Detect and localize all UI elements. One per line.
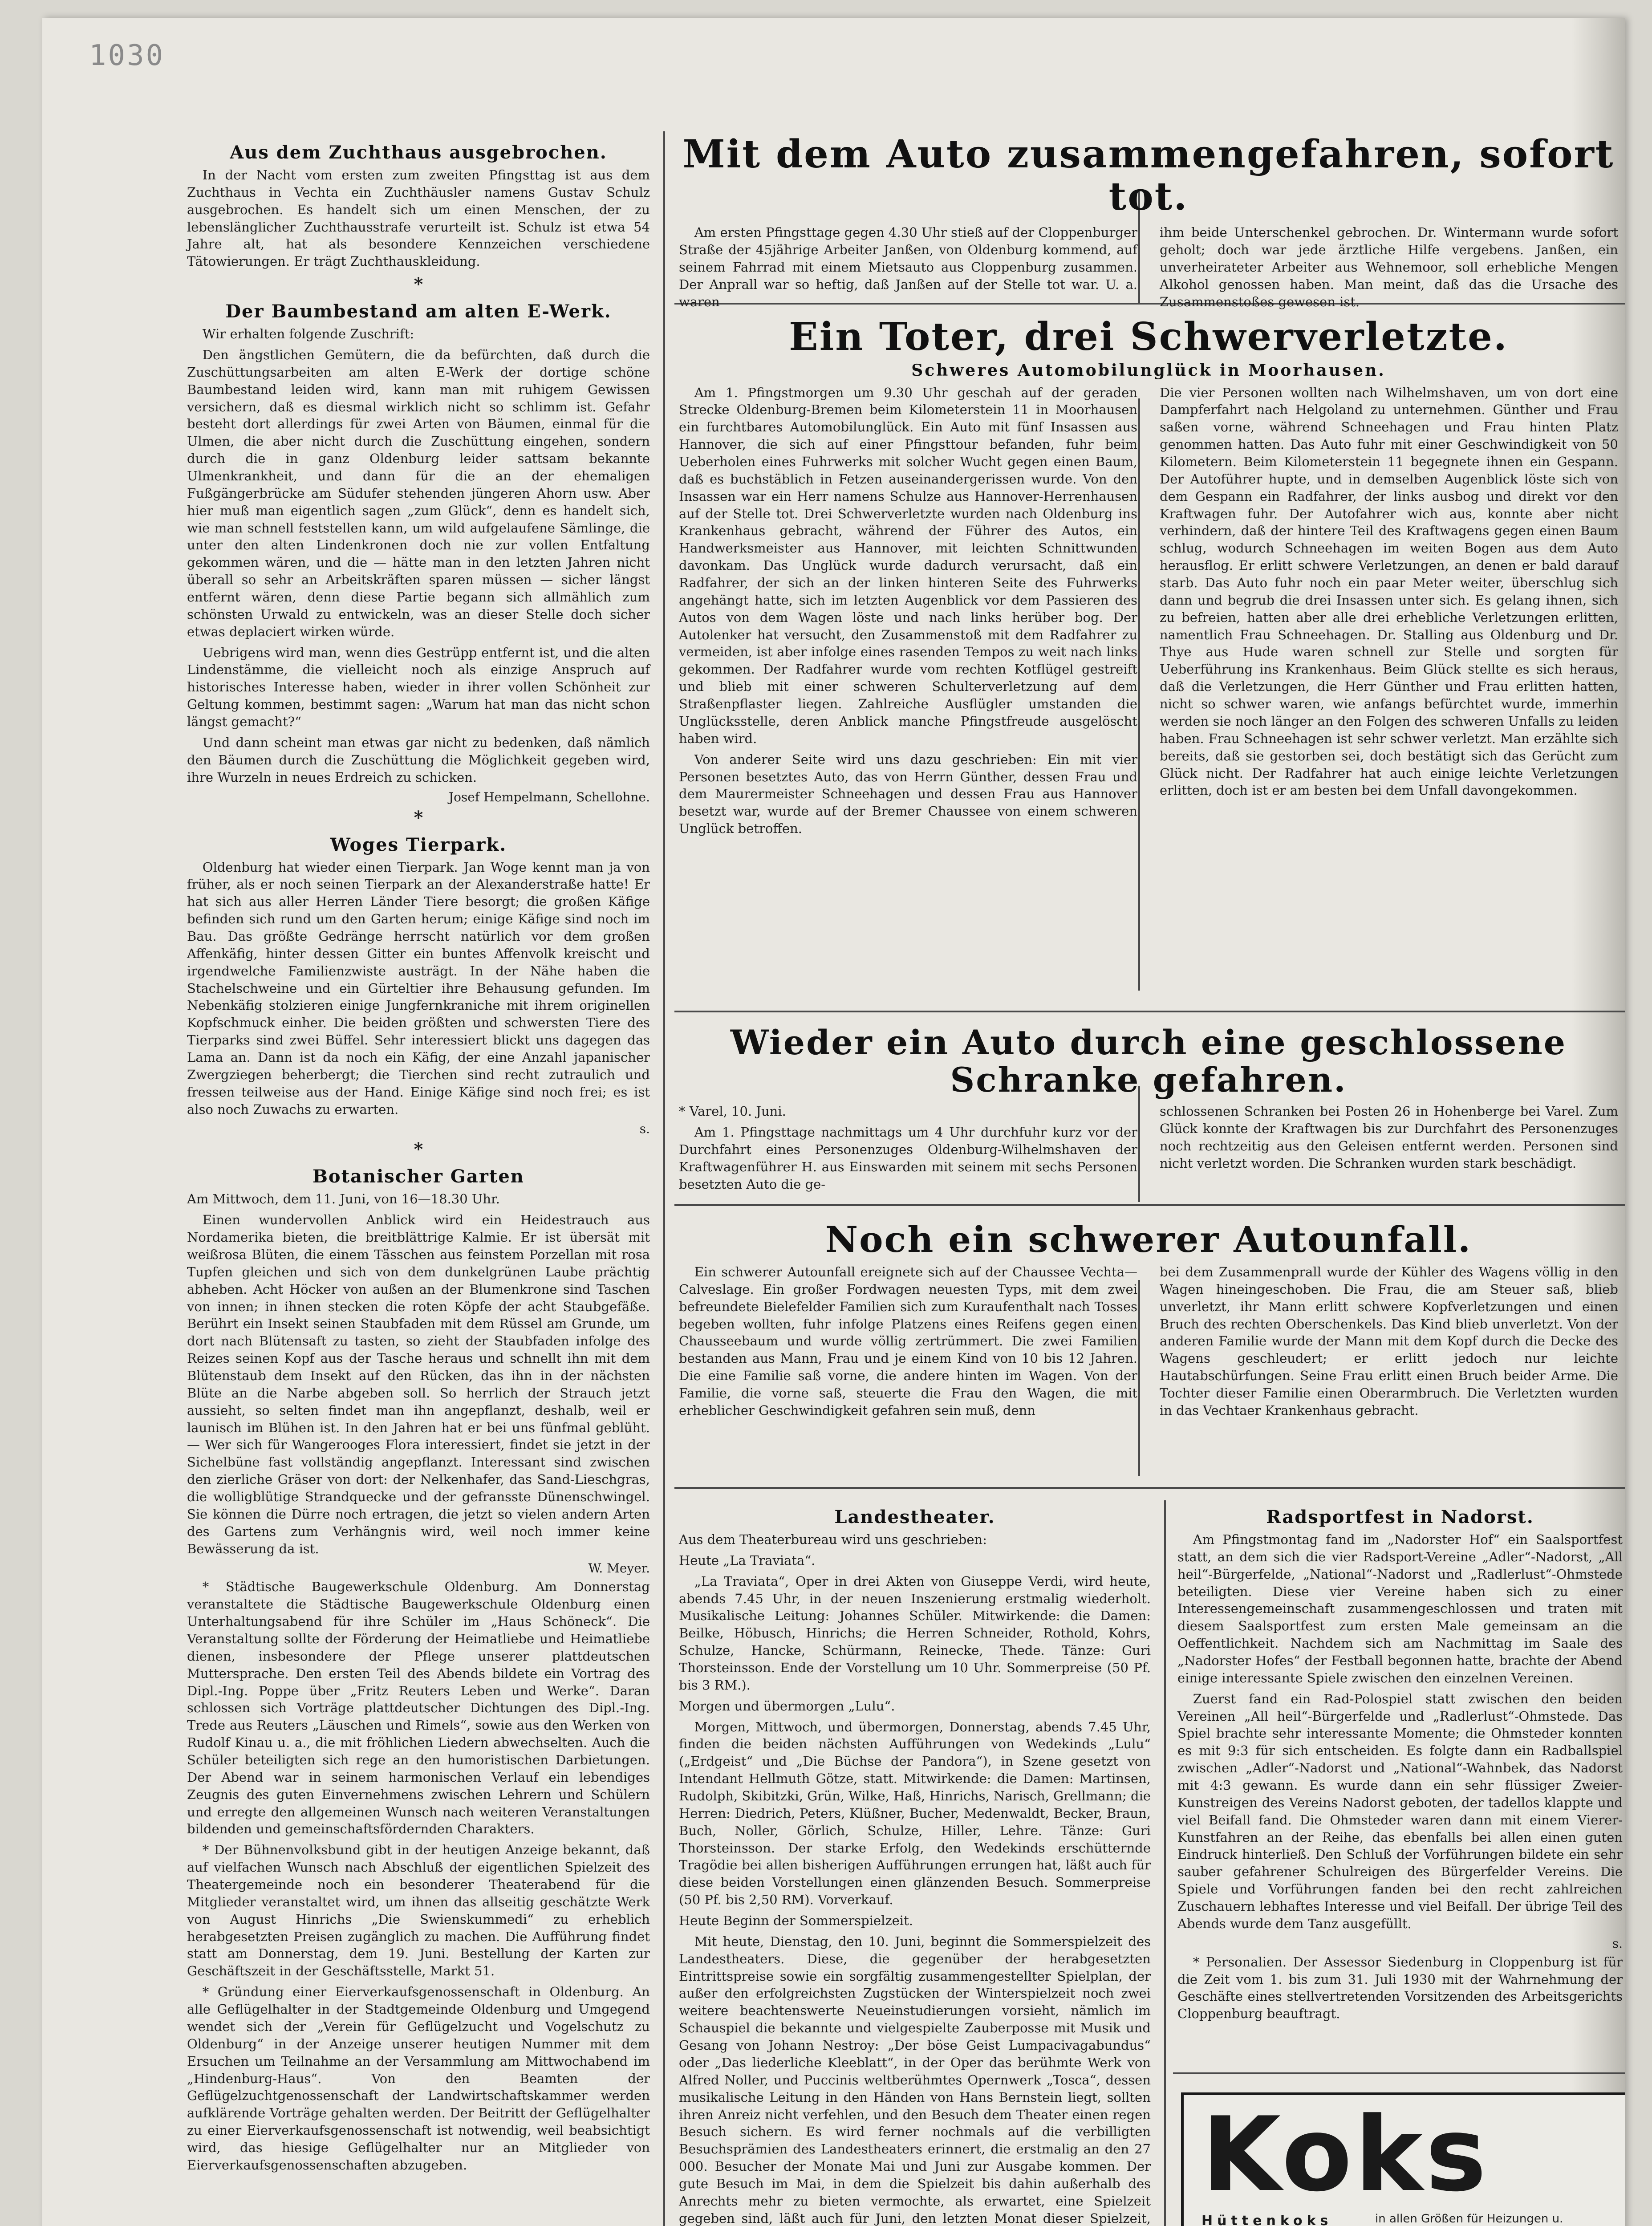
rule-after-toter	[674, 1011, 1625, 1012]
signature-s-radsport: s.	[1612, 1936, 1623, 1951]
signature-s: s.	[639, 1121, 650, 1137]
ad-huettenkoks-note: in allen Größen für Heizungen u.	[1375, 2212, 1563, 2226]
headline-baumbestand: Der Baumbestand am alten E-Werk.	[225, 301, 612, 322]
auto-tot-col2: ihm beide Unterschenkel gebrochen. Dr. Wintermann wurde sofort geholt; doch war jede ärztliche Hilfe vergebens. Janßen, ein unverheirateter Arbeiter aus Wehnemoor, soll erhebliche Mengen Alkohol genossen haben. Man meint, daß das die Ursache des Zusammenstoßes gewesen ist.	[1160, 225, 1618, 309]
rule-after-autounfall	[674, 1487, 1625, 1489]
article-zuchthaus-text: In der Nacht vom ersten zum zweiten Pfingsttag ist aus dem Zuchthaus in Vechta ein Zuchthäusler namens Gustav Schulz ausgebrochen. Es handelt sich um einen Menschen, der zu lebenslänglicher Zuchthausstrafe verurteilt ist. Schulz ist etwa 54 Jahre alt, hat als besondere Kennzeichen verschiedene Tätowierungen. Er trägt Zuchthauskleidung.	[187, 167, 650, 269]
article-tierpark-text: Oldenburg hat wieder einen Tierpark. Jan Woge kennt man ja von früher, als er noch seinen Tierpark an der Alexanderstraße hatte! Er hat sich aus aller Herren Länder Tiere besorgt; die großen Käfige befinden sich rund um den Garten herum; einige Käfige sind noch im Bau. Das größte Gedränge herrscht natürlich vor dem großen Affenkäfig, hinter dessen Gitter ein buntes Affenvolk kreischt und irgendwelche Familienzwiste austrägt. In der Nähe haben die Stachelschweine und ein Gürteltier ihre Behausung gefunden. Im Nebenkäfig stolzieren einige Jungfernkraniche mit ihrem originellen Kopfschmuck einher. Die beiden größten und schwersten Tiere des Tierparks sind zwei Büffel. Sehr interessiert blickt uns dagegen das Lama an. Dann ist da noch ein Käfig, der eine Anzahl japanischer Zwergziegen beherbergt; die Tierchen sind recht zutraulich und fressen teilweise aus der Hand. Einige Käfige sind noch frei; es ist also noch Zuwachs zu erwarten.	[187, 859, 650, 1117]
schranke-dateline: * Varel, 10. Juni.	[679, 1104, 786, 1119]
article-toter-schwerverletzte	[679, 316, 1618, 841]
toter-col1b: Von anderer Seite wird uns dazu geschrieben: Ein mit vier Personen besetztes Auto, das von Herrn Günther, dessen Frau und dem Maurermeister Schneehagen und dessen Frau aus Hannover besetzt war, wurde auf der Bremer Chaussee von einem schweren Unglück betroffen.	[679, 751, 1137, 837]
autounfall-col2: bei dem Zusammenprall wurde der Kühler des Wagens völlig in den Wagen hineingeschoben. Die Frau, die am Steuer saß, blieb unverletzt, ihr Mann erlitt schwere Kopfverletzungen und einen Bruch des rechten Oberschenkels. Das Kind blieb unverletzt. Von der anderen Familie wurde der Mann mit dem Kopf durch die Decke des Wagens geschleudert; er erlitt jedoch nur leichte Hautabschürfungen. Seine Frau erlitt einen Bruch beider Arme. Die Tochter dieser Familie einen Oberarmbruch. Die Verletzten wurden in das Vechtaer Krankenhaus gebracht.	[1160, 1264, 1618, 1418]
auto-tot-col1: Am ersten Pfingsttage gegen 4.30 Uhr stieß auf der Cloppenburger Straße der 45jährige Arbeiter Janßen, von Oldenburg kommend, auf seinem Fahrrad mit einem Mietsauto aus Cloppenburg zusammen. Der Anprall war so heftig, daß Janßen auf der Stelle tot war. U. a. waren	[679, 225, 1137, 309]
headline-toter: Ein Toter, drei Schwerverletzte.	[789, 314, 1508, 359]
article-noch-ein-autounfall	[679, 1220, 1618, 1423]
rule-after-schranke	[674, 1204, 1625, 1206]
toter-col1: Am 1. Pfingstmorgen um 9.30 Uhr geschah auf der geraden Strecke Oldenburg-Bremen beim Kilometerstein 11 in Moorhausen ein furchtbares Automobilunglück. Ein Auto mit fünf Insassen aus Hannover, die sich auf einer Pfingsttour befanden, fuhr beim Ueberholen eines Fuhrwerks mit solcher Wucht gegen einen Baum, daß es buchstäblich in Fetzen auseinandergerissen wurde. Von den Insassen war ein Herr namens Schulze aus Hannover-Herrenhausen auf der Stelle tot. Drei Schwerverletzte wurden nach Oldenburg ins Krankenhaus gebracht, während der Führer des Autos, ein Handwerksmeister aus Hannover, mit leichten Schnittwunden davonkam. Das Unglück wurde dadurch verursacht, daß ein Radfahrer, der sich an der linken hinteren Seite des Fuhrwerks angehängt hatte, sich im letzten Augenblick vor dem Passieren des Autos von dem Wagen löste und nach links herüber bog. Der Autolenker hat versucht, den Zusammenstoß mit dem Radfahrer zu vermeiden, ist aber infolge eines rasenden Tempos zu weit nach links gekommen. Der Radfahrer wurde vom rechten Kotflügel gestreift und blieb mit einer schweren Schulterverletzung auf dem Straßenpflaster liegen. Zahlreiche Ausflügler umstanden die Unglücksstelle, deren Anblick manche Pfingstfreude ausgelöscht haben wird.	[679, 385, 1137, 746]
article-garten-dateline: Am Mittwoch, dem 11. Juni, von 16—18.30 Uhr.	[187, 1191, 500, 1207]
ad-huettenkoks: Hüttenkoks	[1201, 2213, 1333, 2226]
toter-col2: Die vier Personen wollten nach Wilhelmshaven, um von dort eine Dampferfahrt nach Helgoland zu unternehmen. Günther und Frau saßen vorne, während Schneehagen und Frau hinten Platz genommen hatten. Das Auto fuhr mit einer Geschwindigkeit von 50 Kilometern. Beim Kilometerstein 11 begegnete ihnen ein Gespann. Der Autoführer hupte, und in demselben Augenblick löste sich von dem Gespann ein Radfahrer, der links ausbog und direkt vor den Kraftwagen fuhr. Der Autofahrer wich aus, konnte aber nicht verhindern, daß der hintere Teil des Kraftwagens gegen einen Baum schlug, wodurch Schneehagen im weiten Bogen aus dem Auto herausflog. Er erlitt schwere Verletzungen, an denen er bald darauf starb. Das Auto fuhr noch ein paar Meter weiter, überschlug sich dann und begrub die drei Insassen unter sich. Es gelang ihnen, sich zu befreien, hatten aber alle drei erhebliche Verletzungen erlitten, namentlich Frau Schneehagen. Dr. Stalling aus Oldenburg und Dr. Thye aus Hude waren schnell zur Stelle und sorgten für Ueberführung ins Krankenhaus. Beim Glück stellte es sich heraus, daß die Verletzungen, die Herr Günther und Frau erlitten hatten, nicht so schwer waren, wie anfangs befürchtet wurde, immerhin werden sie noch länger an den Folgen des schweren Unfalls zu leiden haben. Frau Schneehagen ist sehr schwer verletzt. Man erzählte sich bereits, daß sie gestorben sei, doch bestätigt sich das Gerücht zum Glück nicht. Der Radfahrer hat auch einige leichte Verletzungen erlitten, doch ist er am besten bei dem Unfall davongekommen.	[1160, 385, 1618, 798]
left-column	[187, 136, 650, 2226]
notice-personalien: * Personalien. Der Assessor Siedenburg in Cloppenburg ist für die Zeit vom 1. bis zum 31. Juli 1930 mit der Wahrnehmung der Geschäfte eines stellvertretenden Vorsitzenden des Arbeitsgerichts Cloppenburg beauftragt.	[1177, 1954, 1623, 2022]
column-rule-left	[663, 131, 665, 2226]
headline-botanischer-garten: Botanischer Garten	[313, 1166, 524, 1187]
headline-auto-tot: Mit dem Auto zusammengefahren, sofort tot.	[682, 132, 1615, 219]
headline-zuchthaus: Aus dem Zuchthaus ausgebrochen.	[230, 142, 607, 163]
column-rule-right-bottom	[1164, 1500, 1166, 2226]
article-radsportfest	[1177, 1500, 1623, 2026]
advertisement-koks	[1181, 2092, 1625, 2226]
radsport-p1: Am Pfingstmontag fand im „Nadorster Hof“ ein Saalsportfest statt, an dem sich die vier Radsport-Vereine „Adler“-Nadorst, „All heil“-Bürgerfelde, „National“-Nadorst und „Radlerlust“-Ohmstede beteiligten. Diese vier Vereine haben sich zu einer Interessengemeinschaft zusammengeschlossen und traten mit diesem Saalsportfest zum ersten Male gemeinsam an die Oeffentlichkeit. Nachdem sich am Nachmittag im Saale des „Nadorster Hofes“ der Festball begonnen hatte, brachte der Abend einige interessante Spiele zwischen den einzelnen Vereinen.	[1177, 1532, 1623, 1686]
headline-tierpark: Woges Tierpark.	[330, 834, 507, 855]
notice-eierverkauf: * Gründung einer Eierverkaufsgenossenschaft in Oldenburg. An alle Geflügelhalter in der Stadtgemeinde Oldenburg und Umgegend wendet sich der „Verein für Geflügelzucht und Vogelschutz zu Oldenburg“ in der Anzeige unserer heutigen Nummer mit dem Ersuchen um Teilnahme an der Versammlung am Mittwochabend im „Hindenburg-Haus“. Von den Beamten der Geflügelzuchtgenossenschaft der Landwirtschaftskammer werden aufklärende Vorträge gehalten werden. Der Beitritt der Geflügelhalter zu einer Eierverkaufsgenossenschaft ist notwendig, weil beabsichtigt wird, das hiesige Geflügelhalter nur an Mitglieder von Eierverkaufsgenossenschaften abzugeben.	[187, 1984, 650, 2173]
schranke-col2: schlossenen Schranken bei Posten 26 in Hohenberge bei Varel. Zum Glück konnte der Kraftwagen bis zur Durchfahrt des Personenzuges noch rechtzeitig aus den Geleisen entfernt werden. Personen sind nicht verletzt worden. Die Schranken wurden stark beschädigt.	[1160, 1104, 1618, 1171]
theater-heading-traviata: Heute „La Traviata“.	[679, 1552, 816, 1568]
signature-hempelmann: Josef Hempelmann, Schellohne.	[448, 789, 650, 804]
headline-radsportfest: Radsportfest in Nadorst.	[1266, 1507, 1534, 1527]
headline-autounfall: Noch ein schwerer Autounfall.	[825, 1219, 1472, 1260]
separator-star: *	[414, 1139, 423, 1160]
article-baumbestand-p2: Den ängstlichen Gemütern, die da befürchten, daß durch die Zuschüttungsarbeiten am alten E-Werk der dortige schöne Baumbestand leiden wird, kann man mit ruhigem Gewissen versichern, daß es diesmal wirklich nicht so schlimm ist. Gefahr besteht dort allerdings für zwei Arten von Bäumen, einmal für die Ulmen, die aber nicht durch die Zuschüttung eingehen, sondern durch die in ganz Oldenburg leider sattsam bekannte Ulmenkrankheit, und dann für die an der ehemaligen Fußgängerbrücke am Südufer stehenden jüngeren Ahorn usw. Aber hier muß man eigentlich sagen „zum Glück“, denn es handelt sich, wie man schnell feststellen kann, um wild aufgelaufene Sämlinge, die unter den alten Lindenkronen doch nie zur vollen Entfaltung gekommen wären, und die — hätte man in den letzten Jahren nicht überall so sehr an Arbeitskräften sparen müssen — sicher längst entfernt wären, denn diese Partie begann sich allmählich zum schönsten Urwald zu entwickeln, was an dieser Stelle doch sicher etwas deplaciert wirken würde.	[187, 347, 650, 639]
separator-star: *	[414, 274, 423, 295]
theater-sommer-text: Mit heute, Dienstag, den 10. Juni, beginnt die Sommerspielzeit des Landestheaters. Diese, die gegenüber der herabgesetzten Eintrittspreise sowie ein sorgfältig zusammengestellter Spielplan, der außer den erfolgreichsten Zugstücken der Winterspielzeit noch zwei weitere beachtenswerte Neueinstudierungen vorsieht, nämlich im Schauspiel die bekannte und vielgespielte Zauberposse mit Musik und Gesang von Johann Nestroy: „Der böse Geist Lumpacivagabundus“ oder „Das liederliche Kleeblatt“, in der Oper das berühmte Werk von Alfred Noller, und Puccinis weltberühmtes Opernwerk „Tosca“, dessen musikalische Leitung in den Händen von Hans Bernstein liegt, sollten ihren Anreiz nicht verfehlen, und den Besuch dem Theater einen regen Besuch sichern. Es wird ferner nochmals auf die verbilligten Besuchsprämien des Landestheaters erinnert, die erstmalig an den 27 000. Besucher der Monate Mai und Juni zur Ausgabe kommen. Der gute Besuch im Mai, in dem die Spielzeit bis dahin außerhalb des Anrechts mehr zu bieten vermochte, als erwartet, eine Spielzeit gegeben sind, läßt auch für Juni, den letzten Monat dieser Spielzeit,	[679, 1934, 1151, 2226]
article-auto-zusammengefahren	[679, 134, 1618, 314]
headline-schranke: Wieder ein Auto durch eine geschlossene Schranke gefahren.	[730, 1023, 1567, 1100]
article-baumbestand-intro: Wir erhalten folgende Zuschrift:	[202, 326, 414, 342]
theater-intro: Aus dem Theaterbureau wird uns geschrieben:	[679, 1532, 987, 1547]
notice-baugewerkschule: * Städtische Baugewerkschule Oldenburg. Am Donnerstag veranstaltete die Städtische Baugewerkschule Oldenburg einen Unterhaltungsabend für ihre Schüler im „Haus Schöneck“. Die Veranstaltung sollte der Förderung der Heimatliebe und Heimatliebe dienen, insbesondere der Pflege unserer plattdeutschen Muttersprache. Den ersten Teil des Abends bildete ein Vortrag des Dipl.-Ing. Poppe über „Fritz Reuters Leben und Werke“. Daran schlossen sich Vorträge plattdeutscher Dichtungen des Dipl.-Ing. Trede aus Reuters „Läuschen und Rimels“, sowie aus den Werken von Rudolf Kinau u. a., die mit fröhlichen Liedern abwechselten. Auch die Schüler beteiligten sich rege an den humoristischen Darbietungen. Der Abend war in seinem harmonischen Verlauf ein lebendiges Zeugnis des guten Einvernehmens zwischen Lehrern und Schülern und erregte den allgemeinen Wunsch nach weiteren Veranstaltungen bildenden und gemeinschaftsfördernden Charakters.	[187, 1579, 650, 1837]
autounfall-col1: Ein schwerer Autounfall ereignete sich auf der Chaussee Vechta—Calveslage. Ein großer Fordwagen neuesten Typs, mit dem zwei befreundete Bielefelder Familien sich zum Kuraufenthalt nach Tosses begeben wollten, fuhr infolge Platzens eines Reifens gegen einen Chausseebaum und wurde völlig zertrümmert. Die zwei Familien bestanden aus Mann, Frau und je einem Kind von 10 bis 12 Jahren. Die eine Familie saß vorne, die andere hinten im Wagen. Von der Familie, die vorne saß, steuerte die Frau den Wagen, die mit erheblicher Geschwindigkeit gefahren sein muß, denn	[679, 1264, 1137, 1418]
newspaper-page	[42, 18, 1625, 2226]
subhead-moorhausen: Schweres Automobilunglück in Moorhausen.	[911, 361, 1386, 380]
article-landestheater	[679, 1500, 1151, 2226]
separator-star: *	[414, 807, 423, 828]
article-baumbestand-p4: Und dann scheint man etwas gar nicht zu bedenken, daß nämlich den Bäumen durch die Zuschüttung die Möglichkeit gegeben wird, ihre Wurzeln in neues Erdreich zu schicken.	[187, 735, 650, 785]
signature-meyer: W. Meyer.	[588, 1561, 650, 1576]
headline-landestheater: Landestheater.	[834, 1507, 995, 1527]
rule-above-ad	[1173, 2072, 1625, 2074]
theater-traviata-text: „La Traviata“, Oper in drei Akten von Giuseppe Verdi, wird heute, abends 7.45 Uhr, in der neuen Inszenierung erstmalig wiederholt. Musikalische Leitung: Johannes Schüler. Mitwirkende: die Damen: Beilke, Höbusch, Hinrichs; die Herren Schneider, Rothold, Kohrs, Schulze, Hancke, Schürmann, Reinecke, Thede. Tänze: Guri Thorsteinsson. Ende der Vorstellung um 10 Uhr. Sommerpreise (50 Pf. bis 3 RM.).	[679, 1573, 1151, 1693]
radsport-p2: Zuerst fand ein Rad-Polospiel statt zwischen den beiden Vereinen „All heil“-Bürgerfelde und „Radlerlust“-Ohmstede. Das Spiel brachte sehr interessante Momente; die Ohmsteder konnten es mit 9:3 für sich entscheiden. Es folgte dann ein Radballspiel zwischen „Adler“-Nadorst und „National“-Wahnbek, das Nadorst mit 4:3 gewann. Es wurde dann ein sehr flüssiger Zweier-Kunstreigen des Vereins Nadorst geboten, der tadellos klappte und viel Beifall fand. Die Ohmsteder waren dann mit einem Vierer-Kunstfahren an der Reihe, das ebenfalls bei allen einen guten Eindruck hinterließ. Den Schluß der Vorführungen bildete ein sehr sauber gefahrener Schulreigen des Bürgerfelder Vereins. Die Spiele und Vorführungen fanden bei den recht zahlreichen Zuschauern lebhaftes Interesse und viel Beifall. Der übrige Teil des Abends wurde dem Tanz ausgefüllt.	[1177, 1691, 1623, 1931]
article-schranke	[679, 1024, 1618, 1196]
theater-lulu-text: Morgen, Mittwoch, und übermorgen, Donnerstag, abends 7.45 Uhr, finden die beiden nächsten Aufführungen von Wedekinds „Lulu“ („Erdgeist“ und „Die Büchse der Pandora“), in Szene gesetzt von Intendant Hellmuth Götze, statt. Mitwirkende: die Damen: Martinsen, Rudolph, Skibitzki, Grün, Wilke, Haß, Hinrichs, Narisch, Grellmann; die Herren: Diedrich, Peters, Klüßner, Bucher, Medenwaldt, Becker, Braun, Buch, Noller, Görlich, Schulze, Hiller, Lehre. Tänze: Guri Thorsteinsson. Der starke Erfolg, den Wedekinds erschütternde Tragödie bei allen bisherigen Aufführungen errungen hat, läßt auch für diese beiden Vorstellungen einen glänzenden Besuch. Sommerpreise (50 Pf. bis 2,50 RM). Vorverkauf.	[679, 1719, 1151, 1908]
page-number: 1030	[89, 39, 165, 72]
schranke-col1: Am 1. Pfingsttage nachmittags um 4 Uhr durchfuhr kurz vor der Durchfahrt eines Personenzuges Oldenburg-Wilhelmshaven der Kraftwagenführer H. aus Einswarden mit seinem mit sechs Personen besetzten Auto die ge-	[679, 1125, 1137, 1192]
notice-buehnenvolksbund: * Der Bühnenvolksbund gibt in der heutigen Anzeige bekannt, daß auf vielfachen Wunsch nach Abschluß der eigentlichen Spielzeit des Theatergemeinde noch ein besonderer Theaterabend für die Mitglieder veranstaltet wird, um ihnen das allseitig geschätzte Werk von August Hinrichs „Die Swienskummedi“ zu erheblich herabgesetzten Preisen zugänglich zu machen. Die Aufführung findet statt am Donnerstag, dem 19. Juni. Bestellung der Karten zur Geschäftszeit in der Geschäftsstelle, Markt 51.	[187, 1842, 650, 1979]
theater-heading-sommer: Heute Beginn der Sommerspielzeit.	[679, 1913, 913, 1929]
article-baumbestand-p3: Uebrigens wird man, wenn dies Gestrüpp entfernt ist, und die alten Lindenstämme, die vielleicht noch als einzige Anspruch auf historisches Interesse haben, wieder in ihrer vollen Schönheit zur Geltung kommen, bestimmt sagen: „Warum hat man das nicht schon längst gemacht?“	[187, 645, 650, 730]
article-garten-text: Einen wundervollen Anblick wird ein Heidestrauch aus Nordamerika bieten, die breitblättrige Kalmie. Er ist übersät mit weißrosa Blüten, die einem Tässchen aus feinstem Porzellan mit rosa Tupfen gleichen und sich von dem dunkelgrünen Laube prächtig abheben. Acht Höcker von außen an der Blumenkrone sind Taschen von innen; in ihnen stecken die roten Köpfe der acht Staubgefäße. Berührt ein Insekt seinen Staubfaden mit dem Rüssel am Grunde, um dort nach Blütensaft zu tasten, so zieht der Staubfaden infolge des Reizes seinen Kopf aus der Tasche heraus und schnellt ihn mit dem Blütenstaub dem Insekt auf den Rücken, das ihn in der nächsten Blüte an die Narbe abgeben soll. So herrlich der Strauch jetzt aussieht, so selten findet man ihn angepflanzt, deshalb, weil er launisch im Blühen ist. In den Jahren hat er bei uns fünfmal geblüht. — Wer sich für Wangerooges Flora interessiert, findet sie jetzt in der Sichelbüne fast vollständig angepflanzt. Interessant sind zwischen den zierliche Gräser von dort: der Nelkenhafer, das Sand-Lieschgras, die wolligblütige Strandquecke und der gefransste Dünenschwingel. Sie können die Dürre noch ertragen, die jetzt so vielen andern Arten des Gartens zum Verhängnis wird, weil noch immer keine Bewässerung da ist.	[187, 1212, 650, 1556]
theater-heading-lulu: Morgen und übermorgen „Lulu“.	[679, 1698, 895, 1714]
ad-brand-koks: Koks	[1201, 2096, 1490, 2214]
